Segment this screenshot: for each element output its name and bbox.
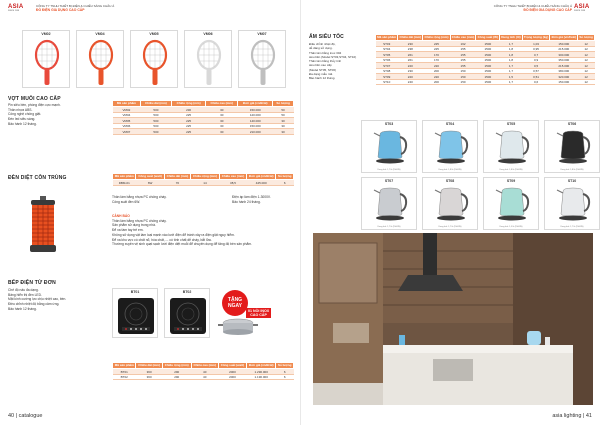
table-cell: ST08 <box>376 68 398 74</box>
column-header: Chiều rộng (mm) <box>424 35 449 39</box>
feature-item: Pin siêu bền, phóng điện cực mạnh. <box>8 103 61 107</box>
column-header: Trọng lượng (kg) <box>523 35 549 39</box>
feature-item: siêu bền cao cấp <box>309 63 332 68</box>
table-cell: 1,7 <box>500 68 523 74</box>
feature-item: (Model ST05, ST06) <box>309 67 337 72</box>
table-cell: 225 <box>423 41 450 47</box>
table-cell: VM07 <box>113 129 141 135</box>
table-cell: ST05 <box>376 52 398 58</box>
feature-item: Mặt kính cường lực chịu nhiệt cao, bền. <box>8 297 67 302</box>
warning-list <box>112 219 252 247</box>
table-cell: 155 <box>450 52 476 58</box>
table-cell: 500 <box>140 123 171 129</box>
swatter-card-label: VM07 <box>257 32 267 36</box>
kettle-card <box>483 120 539 173</box>
table-cell: 150.000 <box>238 123 273 129</box>
column-header: Chiều dài (mm) <box>399 35 422 39</box>
company-name-right: CÔNG TY TNHH THIẾT BỊ ĐIỆN & CHIẾU SÁNG CHÂU Á <box>493 4 572 8</box>
column-header: Chiều dài (mm) <box>164 174 190 180</box>
table-cell: 1,7 <box>500 79 523 85</box>
logo-sub: SINCE 1998 <box>8 10 20 12</box>
logo-mark: ASIA <box>8 4 24 10</box>
swatter-card <box>22 30 70 88</box>
warning-title: CẢNH BÁO <box>112 214 130 218</box>
table-cell: 14 <box>191 180 220 186</box>
column-header: Chiều cao (mm) <box>206 101 238 107</box>
swatter-card-label: VM05 <box>149 32 159 36</box>
kettle-card-label: ST03 <box>384 122 394 126</box>
table-row <box>376 79 595 85</box>
table-cell: 38,5 <box>219 180 246 186</box>
table-cell: 40 <box>191 369 218 375</box>
table-cell: 225 <box>423 46 450 52</box>
swatter-card-label: VM04 <box>95 32 105 36</box>
swatter-features <box>8 103 61 127</box>
kettle-icon <box>370 127 410 165</box>
feature-item: Bảng hiển thị đèn LED. <box>8 292 42 297</box>
table-row <box>376 52 595 58</box>
feature-item: Điều chỉnh nhiệt độ, <box>309 42 336 46</box>
trap-spec-table <box>112 173 294 186</box>
gift-subtitle-line1: 01 NỒI INOX <box>248 309 270 313</box>
cooker-card <box>112 288 158 338</box>
gift-badge-line2: NGAY <box>228 303 242 309</box>
column-header: Đơn giá (vnđ/cái) <box>238 101 273 107</box>
insect-killer-lamp-image <box>28 196 58 254</box>
kettle-card <box>544 120 600 173</box>
table-cell: 1500 <box>476 46 500 52</box>
table-row <box>376 57 595 63</box>
table-cell: 30 <box>206 107 238 113</box>
table-cell: 150.000 <box>550 41 578 47</box>
feature-item: Điều chỉnh nhiệt độ bằng cảm ứng. <box>8 302 60 307</box>
kettle-card <box>361 177 417 230</box>
fly-swatter-icon <box>133 37 177 87</box>
table-cell: 300.000 <box>550 52 578 58</box>
feature-item: Thân làm bằng inox 304 <box>309 50 342 55</box>
warning-item: Để xa tầm tay trẻ em. <box>112 228 144 233</box>
table-cell: 2000 <box>218 374 246 380</box>
column-header: Mã sản phẩm <box>113 174 136 180</box>
trap-notes-left <box>112 195 167 204</box>
feature-item: Đa dạng mẫu mã. <box>309 72 333 77</box>
table-cell: 140.000 <box>238 118 273 124</box>
trap-notes-right <box>232 195 271 204</box>
feature-item: Chế độ nấu đa dạng. <box>8 288 39 292</box>
table-cell: 0,9 <box>522 57 550 63</box>
logo-sub-right: SINCE 1998 <box>574 10 586 12</box>
kettle-card <box>361 120 417 173</box>
table-row <box>376 68 595 74</box>
cooker-features <box>8 288 66 312</box>
table-cell: 30 <box>206 123 238 129</box>
kitchen-photo <box>313 233 593 405</box>
cooker-card-label: BT01 <box>130 290 140 294</box>
table-cell: 261 <box>398 52 423 58</box>
table-cell: 220 <box>423 63 450 69</box>
kettle-card-caption: Dung tích: 1,7 lít (1500W) <box>438 225 462 228</box>
table-cell: 1,8 <box>500 57 523 63</box>
table-row <box>113 180 294 186</box>
table-cell: 1,8 <box>500 52 523 58</box>
kettle-card-caption: Dung tích: 1,8 lít (1500W) <box>499 168 523 171</box>
table-cell: 12 <box>578 46 595 52</box>
table-cell: 230 <box>398 41 423 47</box>
kettle-spec-table <box>375 34 595 85</box>
pot-image <box>218 316 258 336</box>
swatter-card <box>76 30 124 88</box>
kettle-icon <box>553 184 593 222</box>
column-header: Chiều rộng (mm) <box>162 363 191 369</box>
table-cell: 500 <box>140 129 171 135</box>
table-cell: 220 <box>423 74 450 80</box>
column-header: Mã sản phẩm <box>113 363 136 369</box>
column-header: Công suất (watt) <box>136 174 164 180</box>
table-cell: 12 <box>578 57 595 63</box>
table-row <box>376 74 595 80</box>
table-cell: 225 <box>172 112 206 118</box>
table-cell: 0,95 <box>522 46 550 52</box>
table-cell: 30 <box>206 118 238 124</box>
tagline: ĐỒ ĐIỆN GIA DỤNG CAO CẤP <box>36 8 85 12</box>
table-cell: 425.000 <box>247 180 276 186</box>
swatter-spec-table <box>112 100 294 135</box>
table-row <box>376 41 595 47</box>
table-cell: 150 <box>450 79 476 85</box>
table-cell: 6 <box>276 374 294 380</box>
column-header: Số lượng <box>276 363 294 369</box>
kettle-icon <box>431 184 471 222</box>
column-header: Chiều dài (mm) <box>140 101 171 107</box>
table-cell: 230 <box>172 107 206 113</box>
table-cell: 12 <box>578 74 595 80</box>
warning-item: Không sử dụng vật làm loại mạnh vào lưới điện để tránh xảy ra điện giật nguy hiểm. <box>112 232 235 237</box>
table-cell: 500 <box>140 112 171 118</box>
cooker-title: BẾP ĐIỆN TỪ ĐƠN <box>8 280 56 286</box>
right-page <box>300 0 600 425</box>
table-cell: 500 <box>140 107 171 113</box>
asia-logo-right <box>574 4 596 13</box>
column-header: Chiều rộng (mm) <box>191 174 220 180</box>
table-cell: 120.000 <box>238 112 273 118</box>
feature-item: siêu bền (Model ST03,ST04, ST10) <box>309 54 357 59</box>
table-cell: 30 <box>273 123 294 129</box>
table-cell: VM05 <box>113 118 141 124</box>
kettle-features <box>309 42 356 81</box>
fly-swatter-icon <box>79 37 123 87</box>
asia-logo <box>8 4 30 13</box>
kettle-card <box>422 120 478 173</box>
swatter-card-label: VM06 <box>203 32 213 36</box>
table-cell: 155 <box>450 57 476 63</box>
induction-cooker-icon <box>168 296 208 336</box>
footer-left: 40 | catalogue <box>8 413 43 419</box>
column-header: Số lượng <box>276 174 294 180</box>
table-cell: 1,8 <box>500 46 523 52</box>
kettle-card <box>544 177 600 230</box>
kettle-title: ẤM SIÊU TỐC <box>309 34 344 40</box>
table-cell: 1500 <box>476 41 500 47</box>
table-cell: 150.000 <box>550 79 578 85</box>
kettle-card-label: ST06 <box>567 122 577 126</box>
warning-item: Để xa khu vực có chất nổ, hóa chất,.... có tính chất dễ cháy, bắt lửa. <box>112 237 212 242</box>
kettle-card-caption: Dung tích: 1,8 lít (1500W) <box>438 168 462 171</box>
table-cell: ST07 <box>376 63 398 69</box>
table-cell: 1500 <box>476 52 500 58</box>
table-cell: 6 <box>276 180 294 186</box>
table-cell: 1500 <box>476 79 500 85</box>
table-row <box>376 46 595 52</box>
fly-swatter-icon <box>25 37 69 87</box>
right-header <box>494 4 572 12</box>
table-cell: VM04 <box>113 112 141 118</box>
trap-title: ĐÈN DIỆT CÔN TRÙNG <box>8 175 67 181</box>
note-item: Thân làm bằng nhựa PC chống cháy. <box>112 195 167 199</box>
table-cell: 210.000 <box>238 129 273 135</box>
column-header: Dung tích (lít) <box>501 35 521 39</box>
column-header: Số lượng <box>579 35 593 39</box>
kettle-card <box>483 177 539 230</box>
swatter-card <box>184 30 232 88</box>
table-cell: 220 <box>398 63 423 69</box>
table-cell: 225 <box>172 123 206 129</box>
table-cell: 150 <box>450 74 476 80</box>
table-cell: 0,51 <box>522 74 550 80</box>
left-header <box>36 4 114 12</box>
kettle-card-label: ST09 <box>506 179 516 183</box>
kettle-card-caption: Dung tích: 1,7 lít (1500W) <box>560 225 584 228</box>
column-header: Chiều rộng (mm) <box>172 101 206 107</box>
table-cell: 215.000 <box>550 63 578 69</box>
table-cell: 261 <box>398 57 423 63</box>
table-cell: 162 <box>450 41 476 47</box>
table-cell: 30 <box>206 112 238 118</box>
table-cell: 50 <box>273 112 294 118</box>
table-cell: 290 <box>162 374 191 380</box>
feature-item: Đèn led siêu sáng. <box>8 117 36 122</box>
fly-swatter-icon <box>187 37 231 87</box>
table-cell: ST04 <box>376 46 398 52</box>
kettle-card-label: ST04 <box>445 122 455 126</box>
table-cell: 225 <box>172 118 206 124</box>
swatter-card <box>238 30 286 88</box>
table-cell: 1,5 <box>500 74 523 80</box>
kettle-card-caption: Dung tích: 1,8 lít (1500W) <box>560 168 584 171</box>
table-cell: 170 <box>423 57 450 63</box>
fly-swatter-icon <box>241 37 285 87</box>
table-cell: 150.000 <box>238 107 273 113</box>
column-header: Đơn giá (vnđ/cái) <box>247 363 276 369</box>
footer-right: asia lighting | 41 <box>552 413 592 419</box>
feature-item: Thân làm bằng thủy tinh <box>309 59 342 64</box>
table-cell: 380.000 <box>550 68 578 74</box>
kettle-card-label: ST05 <box>506 122 516 126</box>
kettle-icon <box>431 127 471 165</box>
note-item: Bảo hành 24 tháng. <box>232 199 261 204</box>
cooker-spec-table <box>112 362 294 380</box>
table-cell: 500 <box>140 118 171 124</box>
table-cell: 1,03 <box>522 41 550 47</box>
table-cell: 1500 <box>476 63 500 69</box>
column-header: Chiều dài (mm) <box>136 363 162 369</box>
table-cell: 360 <box>136 374 162 380</box>
table-row <box>376 63 595 69</box>
table-cell: 320.000 <box>550 74 578 80</box>
table-cell: 1500 <box>476 74 500 80</box>
table-cell: ST10 <box>376 79 398 85</box>
table-cell: 1500 <box>476 68 500 74</box>
table-cell: 155 <box>450 63 476 69</box>
kettle-card-caption: Dung tích: 1,5 lít (1500W) <box>499 225 523 228</box>
induction-cooker-icon <box>116 296 156 336</box>
table-cell: 200 <box>423 68 450 74</box>
table-cell: VM06 <box>113 123 141 129</box>
kettle-icon <box>492 127 532 165</box>
table-cell: 290 <box>162 369 191 375</box>
table-cell: 12 <box>578 41 595 47</box>
table-cell: 40 <box>191 374 218 380</box>
cooker-card <box>164 288 210 338</box>
feature-item: Bảo hành 12 tháng. <box>8 121 37 126</box>
column-header: Đơn giá (vnđ/cái) <box>247 174 276 180</box>
kettle-card <box>422 177 478 230</box>
table-cell: 30 <box>206 129 238 135</box>
table-cell: 240 <box>398 79 423 85</box>
column-header: Chiều cao (mm) <box>451 35 475 39</box>
feature-item: dễ dàng sử dụng. <box>309 46 333 51</box>
note-item: Công suất đèn 6W. <box>112 199 141 204</box>
warning-item: Sản phẩm sử dụng trong nhà. <box>112 223 156 228</box>
table-cell: 1,7 <box>500 41 523 47</box>
kettle-card-caption: Dung tích: 1,7 lít (1500W) <box>377 168 401 171</box>
table-cell: 0,57 <box>522 68 550 74</box>
table-row <box>113 374 294 380</box>
kettle-icon <box>492 184 532 222</box>
table-cell: 1,7 <box>500 63 523 69</box>
kettle-card-label: ST08 <box>445 179 455 183</box>
kettle-card-label: ST10 <box>567 179 577 183</box>
table-cell: BT01 <box>113 369 136 375</box>
column-header: Công suất (W) <box>477 35 498 39</box>
column-header: Số lượng <box>273 101 294 107</box>
column-header: Mã sản phẩm <box>113 101 141 107</box>
kettle-card-caption: Dung tích: 1,7 lít (1500W) <box>377 225 401 228</box>
column-header: Chiều cao (mm) <box>219 174 246 180</box>
kettle-icon <box>370 184 410 222</box>
company-name: CÔNG TY TNHH THIẾT BỊ ĐIỆN & CHIẾU SÁNG CHÂU Á <box>36 4 115 8</box>
warning-item: Thân làm bằng nhựa PC chống cháy. <box>112 218 167 223</box>
feature-item: Thân nhựa ABS. <box>8 107 33 112</box>
table-cell: 230 <box>398 68 423 74</box>
table-cell: 170 <box>423 52 450 58</box>
table-cell: 50 <box>273 107 294 113</box>
table-cell: 0,6 <box>522 79 550 85</box>
table-cell: 12 <box>578 68 595 74</box>
column-header: Chiều cao (mm) <box>191 363 218 369</box>
table-cell: 30 <box>273 118 294 124</box>
table-cell: 70 <box>164 180 190 186</box>
table-cell: 238 <box>398 46 423 52</box>
table-cell: 150 <box>450 68 476 74</box>
table-cell: ST03 <box>376 41 398 47</box>
table-cell: 30 <box>273 129 294 135</box>
table-cell: 6 <box>276 369 294 375</box>
table-cell: 0,5 <box>522 63 550 69</box>
feature-item: Bảo hành 12 tháng. <box>8 306 37 311</box>
kettle-card-label: ST07 <box>384 179 394 183</box>
column-header: Mã sản phẩm <box>377 35 397 39</box>
swatter-card <box>130 30 178 88</box>
table-cell: ST06 <box>376 57 398 63</box>
table-cell: ST09 <box>376 74 398 80</box>
feature-item: Công nghệ chống giật. <box>8 112 42 117</box>
table-cell: 215.000 <box>550 46 578 52</box>
cooker-card-label: BT02 <box>182 290 192 294</box>
table-row <box>113 129 294 135</box>
gift-badge <box>222 290 248 316</box>
table-cell: 360 <box>136 369 162 375</box>
table-cell: 225 <box>172 129 206 135</box>
table-cell: VM02 <box>113 107 141 113</box>
table-cell: 2000 <box>218 369 246 375</box>
trap-warnings <box>112 214 252 247</box>
table-cell: 6W <box>136 180 164 186</box>
feature-item: Bảo hành 12 tháng. <box>309 76 336 81</box>
table-cell: 155 <box>450 46 476 52</box>
column-header: Đơn giá (vnđ/cái) <box>551 35 577 39</box>
column-header: Công suất (watt) <box>218 363 246 369</box>
swatter-title: VỢT MUỖI CAO CẤP <box>8 96 61 102</box>
table-cell: 12 <box>578 79 595 85</box>
table-cell: 200 <box>423 79 450 85</box>
logo-mark-right: ASIA <box>574 4 590 10</box>
table-cell: 1.290.000 <box>247 369 276 375</box>
table-cell: 350.000 <box>550 57 578 63</box>
table-cell: DBM-01 <box>113 180 136 186</box>
table-cell: 12 <box>578 52 595 58</box>
kettle-icon <box>553 127 593 165</box>
swatter-card-label: VM02 <box>41 32 51 36</box>
gift-subtitle-line2: CAO CẤP <box>250 313 267 317</box>
table-cell: 1500 <box>476 57 500 63</box>
gift-badge-line1: TẶNG <box>227 297 243 303</box>
table-cell: 12 <box>578 63 595 69</box>
table-cell: 1.190.000 <box>247 374 276 380</box>
note-item: Điện áp làm điện 1-3000V. <box>232 195 271 199</box>
table-cell: BT02 <box>113 374 136 380</box>
table-cell: 0,7 <box>522 52 550 58</box>
gift-subtitle <box>246 308 271 318</box>
warning-item: Thường xuyên vệ sinh quạt sạch lưới điện diệt muỗi để chuyên dụng để tăng độ bền sản phẩm. <box>112 242 252 247</box>
table-cell: 220 <box>398 74 423 80</box>
tagline-right: ĐỒ ĐIỆN GIA DỤNG CAO CẤP <box>523 8 572 12</box>
